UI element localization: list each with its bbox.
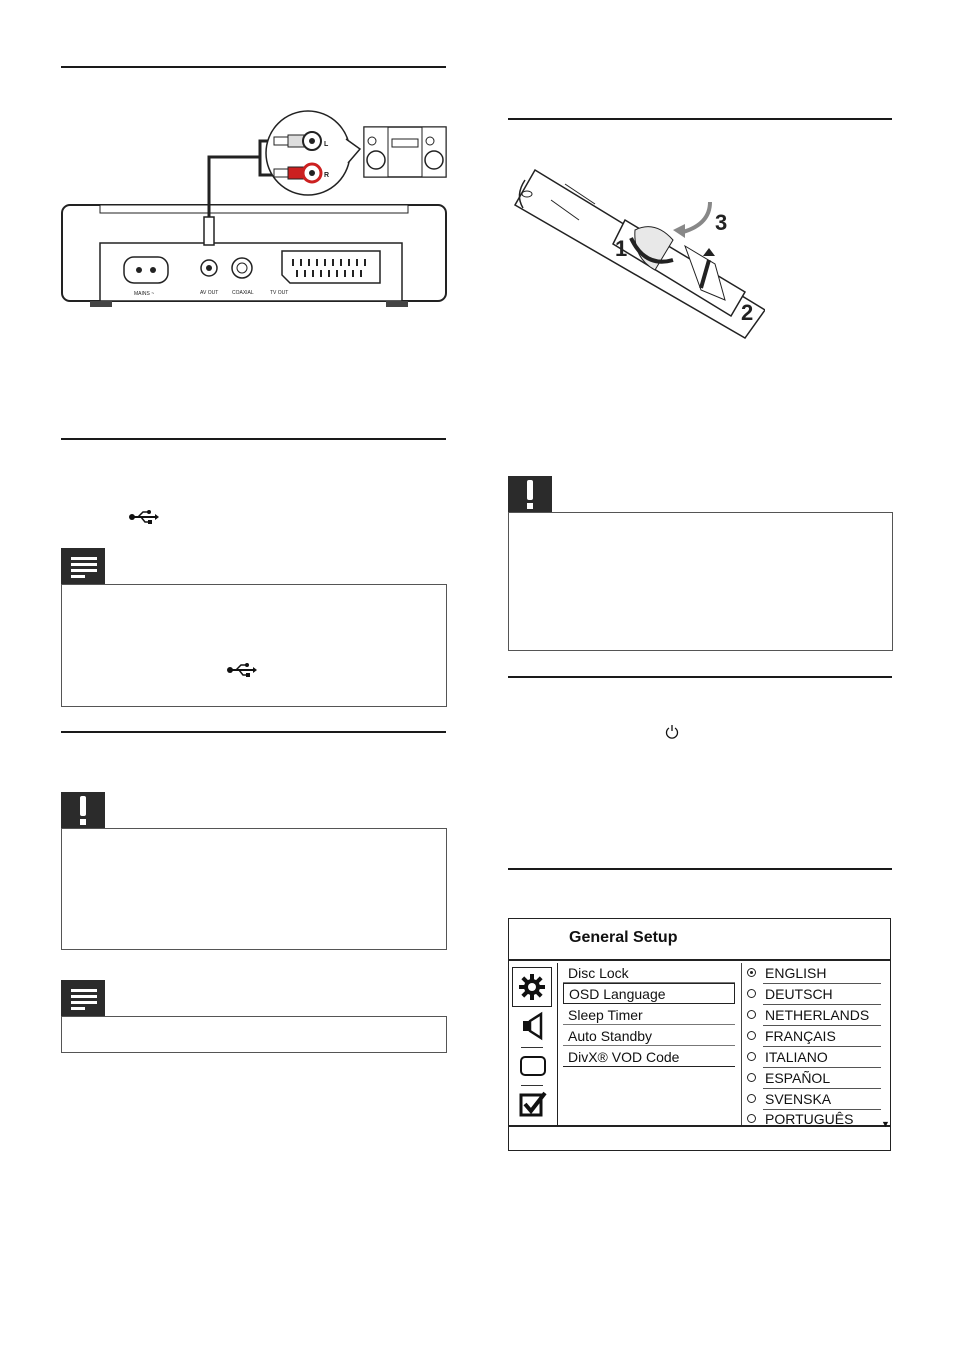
option-label: ENGLISH — [763, 963, 881, 984]
note-tab — [61, 548, 105, 584]
icon-separator — [521, 1085, 543, 1086]
option-portugues[interactable] — [743, 1109, 881, 1129]
screen-icon — [519, 1054, 547, 1078]
menu-item-osd-language[interactable]: OSD Language — [563, 983, 735, 1004]
section-rule-remote — [508, 118, 892, 120]
caution-icon — [508, 476, 552, 512]
channel-left-label: L — [324, 141, 329, 148]
note-tab — [61, 980, 105, 1016]
power-icon — [665, 724, 679, 739]
menu-item-auto-standby[interactable]: Auto Standby — [563, 1026, 735, 1046]
caution-box — [61, 828, 447, 950]
section-rule-switch-on — [508, 676, 892, 678]
channel-right-label: R — [324, 172, 330, 179]
radio-icon — [747, 1073, 756, 1082]
tab-preference-setup[interactable] — [515, 1087, 551, 1121]
icon-separator — [521, 1047, 543, 1048]
menu-icon-column — [509, 963, 558, 1125]
note-icon — [61, 548, 105, 584]
option-netherlands[interactable] — [743, 1005, 881, 1025]
tab-video-setup[interactable] — [515, 1049, 551, 1083]
option-label: ITALIANO — [763, 1047, 881, 1068]
checkbox-icon — [518, 1089, 548, 1119]
option-francais[interactable] — [743, 1026, 881, 1046]
caution-tab — [508, 476, 552, 512]
caution-tab — [61, 792, 105, 828]
menu-title: General Setup — [569, 929, 678, 946]
option-deutsch[interactable] — [743, 984, 881, 1004]
tab-general-setup[interactable] — [512, 967, 552, 1007]
caution-icon — [61, 792, 105, 828]
option-english[interactable] — [743, 963, 881, 983]
note-icon — [61, 980, 105, 1016]
port-mains-label: MAINS ~ — [134, 291, 155, 297]
radio-icon — [747, 1010, 756, 1019]
section-rule-power — [61, 731, 446, 733]
option-label: FRANÇAIS — [763, 1026, 881, 1047]
option-label: PORTUGUÊS — [765, 1111, 854, 1127]
radio-icon — [747, 1031, 756, 1040]
port-tv-out-label: TV OUT — [270, 290, 289, 296]
menu-item-sleep-timer[interactable]: Sleep Timer — [563, 1005, 735, 1025]
port-av-out-label: AV OUT — [200, 290, 219, 296]
menu-item-divx-vod-code[interactable]: DivX® VOD Code — [563, 1047, 735, 1067]
note-box — [61, 584, 447, 707]
radio-icon — [747, 1094, 756, 1103]
port-coaxial-label: COAXIAL — [232, 290, 254, 296]
step-1-label: 1 — [615, 236, 628, 261]
menu-divider — [509, 959, 890, 961]
option-label: ESPAÑOL — [763, 1068, 881, 1089]
tab-audio-setup[interactable] — [515, 1009, 551, 1043]
speaker-icon — [519, 1011, 547, 1041]
option-espanol[interactable] — [743, 1068, 881, 1088]
gear-icon — [518, 973, 546, 1001]
usb-icon — [226, 662, 258, 678]
caution-box — [508, 512, 893, 651]
step-2-label: 2 — [741, 300, 754, 325]
note-box — [61, 1016, 447, 1053]
option-italiano[interactable] — [743, 1047, 881, 1067]
step-3-label: 3 — [715, 210, 728, 235]
usb-icon — [128, 509, 160, 525]
section-rule-usb — [61, 438, 446, 440]
menu-item-disc-lock[interactable]: Disc Lock — [563, 963, 735, 983]
radio-icon — [747, 989, 756, 998]
remote-battery-diagram — [505, 160, 765, 340]
audio-connection-diagram — [60, 105, 450, 315]
radio-selected-icon — [747, 968, 756, 977]
option-label: SVENSKA — [763, 1089, 881, 1110]
option-label: DEUTSCH — [763, 984, 881, 1005]
scroll-down-icon[interactable]: ▼ — [881, 1119, 890, 1129]
option-label: NETHERLANDS — [763, 1005, 881, 1026]
section-rule-setup — [508, 868, 892, 870]
section-rule-audio — [61, 66, 446, 68]
option-svenska[interactable] — [743, 1089, 881, 1109]
general-setup-menu — [508, 918, 891, 1151]
radio-icon — [747, 1052, 756, 1061]
radio-icon — [747, 1114, 756, 1123]
options-divider — [741, 963, 742, 1125]
